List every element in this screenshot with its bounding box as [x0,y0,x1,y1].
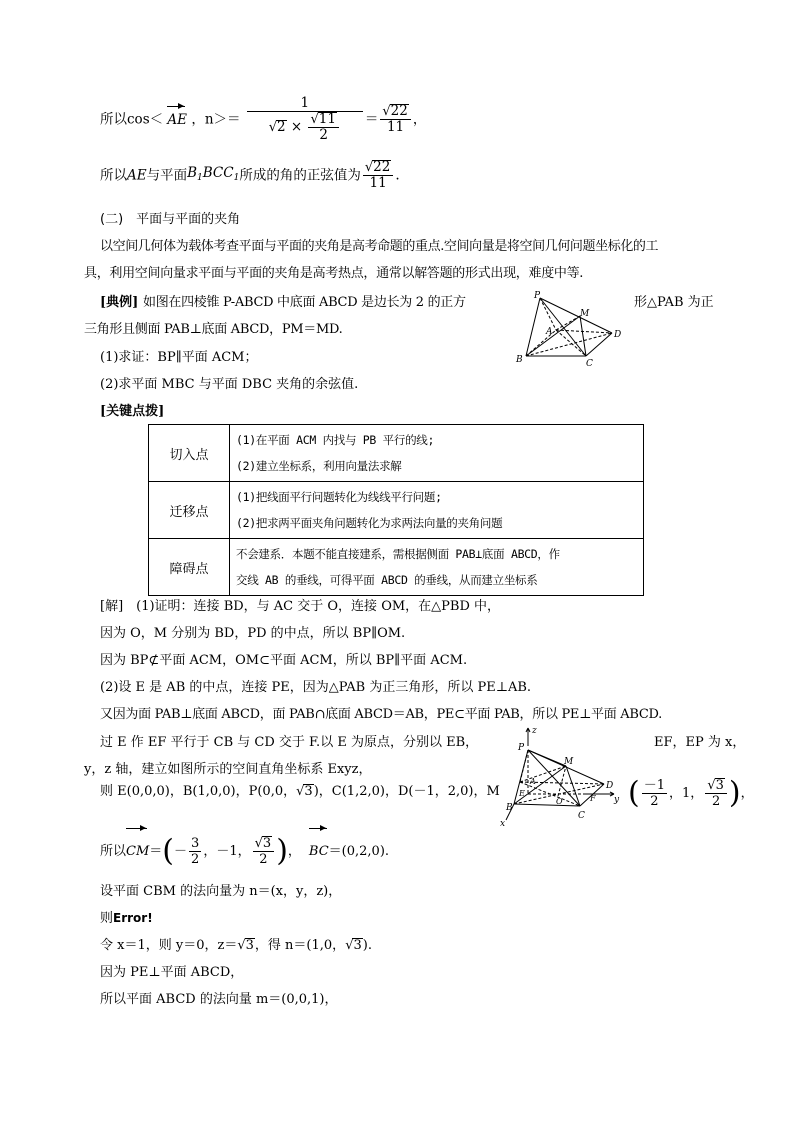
den: 2 [259,852,268,867]
row-head: 障碍点 [149,539,230,596]
text: B [187,165,198,181]
text: BCC [202,165,234,181]
sqrt-3: 3 [245,938,254,953]
inner-den: 2 [319,127,329,143]
vector-bc: BC [309,832,329,872]
text: )，C(1,2,0)，D(－1，2,0)，M [313,784,500,799]
formula-tail: ， [412,111,427,128]
text: ＝(0,2,0). [328,844,390,859]
label-p: P [518,743,525,753]
axis-z-label: z [532,726,537,736]
inner-fraction: $\frac{√11}{2}$ [308,112,338,143]
sine-result-line [100,160,400,191]
row-content [230,425,644,482]
table-row [149,539,644,596]
cosine-fraction [247,96,363,143]
example-line-2: 三角形且侧面 PAB⊥底面 ABCD，PM＝MD. [84,322,343,337]
solution-line-3: 因为 BP⊄平面 ACM，OM⊂平面 ACM，所以 BP∥平面 ACM. [100,653,468,668]
coordinate-figure-2 [500,722,622,828]
formula-prefix: 所以cos＜ [100,111,164,128]
sqrt-3: 3 [715,778,724,793]
line: 不会建系．本题不能直接建系，需根据侧面 PAB⊥底面 ABCD，作 [236,547,560,561]
label-c: C [578,811,585,821]
text: ＝ [149,844,163,859]
text: 则 [100,911,114,926]
num: 1 [656,778,666,793]
table-row [149,482,644,539]
pyramid-figure-1 [510,288,635,368]
label-e: E [519,789,525,798]
row-content [230,482,644,539]
segment-ae: AE [127,167,147,184]
label-c: C [586,359,593,368]
sqrt-11: 11 [318,111,336,127]
vector-cm: CM [126,832,149,872]
text: 则 E(0,0,0)，B(1,0,0)，P(0,0， [100,784,297,799]
solution-line-8: 则 E(0,0,0)，B(1,0,0)，P(0,0，√3)，C(1,2,0)，D(－1，2,0)，M [100,784,500,799]
sqrt-3: 3 [304,784,313,799]
solution-line-2: 因为 O，M 分别为 BD，PD 的中点，所以 BP∥OM. [100,626,406,641]
table-row [149,425,644,482]
line: (1)把线面平行问题转化为线线平行问题; [236,490,442,504]
solution-line-14: 所以平面 ABCD 的法向量 m＝(0,0,1)， [100,992,338,1007]
label-m: M [564,757,574,767]
label-o: O [556,797,563,806]
vector-cm-bc-line: 所以CM＝(－ $\frac{3}{2}$ ，－1， $\frac{√3}{2}$ )， BC＝(0,2,0). [100,832,389,872]
text: ). [362,938,372,953]
text: . [395,167,400,184]
axis-x-label: x [500,819,506,828]
label-b: B [516,355,523,365]
den: 2 [650,794,659,809]
row-content [230,539,644,596]
label-a: A [530,777,536,786]
key-points-title: [关键点拨] [100,404,165,419]
den: 2 [711,794,721,809]
text: 与平面 [146,167,188,184]
solution-line-6-left: 过 E 作 EF 平行于 CB 与 CD 交于 F.以 E 为原点，分别以 EB， [100,735,479,750]
plane-b1bcc1 [187,165,239,181]
point-m-coordinates: ( $\frac{-1}{2}$ ，1， $\frac{√3}{2}$ )， [628,775,754,811]
label-m: M [580,309,590,319]
example-tag: [典例] [100,295,139,310]
text: －1， [216,844,251,859]
subscript: 1 [233,173,240,183]
solution-line-7: y，z 轴，建立如图所示的空间直角坐标系 Exyz， [84,762,372,777]
error-text: Error! [113,911,153,925]
question-2: (2)求平面 MBC 与平面 DBC 夹角的余弦值. [100,377,359,392]
label-b: B [506,803,513,813]
example-line-1-left: 如图在四棱锥 P-ABCD 中底面 ABCD 是边长为 2 的正方 [143,295,466,310]
label-a: A [546,327,553,337]
formula-mid: ，n＞＝ [191,111,241,128]
question-1: (1)求证：BP∥平面 ACM； [100,350,258,365]
subscript: 1 [197,173,203,183]
row-head: 迁移点 [149,482,230,539]
line: (2)把求两平面夹角问题转化为求两法向量的夹角问题 [236,516,503,530]
line: (1)在平面 ACM 内找与 PB 平行的线; [236,433,435,447]
result-fraction: $\frac{√22}{11}$ [380,104,410,135]
text: 所以 [100,844,127,859]
intro-line-2: 具，利用空间向量求平面与平面的夹角是高考热点，通常以解答题的形式出现，难度中等. [84,266,584,281]
intro-line-1: 以空间几何体为载体考查平面与平面的夹角是高考命题的重点.空间向量是将空间几何问题坐标化的工 [100,239,659,254]
sine-fraction: $\frac{√22}{11}$ [363,160,393,191]
text: 所成的角的正弦值为 [239,167,361,184]
sqrt-22: 22 [390,103,408,119]
solution-line-10: 设平面 CBM 的法向量为 n＝(x，y，z)， [100,884,342,899]
section-title: (二) 平面与平面的夹角 [100,212,241,227]
sqrt-2: 2 [276,119,286,135]
text: 令 x＝1，则 y＝0，z＝ [100,938,238,953]
label-d: D [606,781,614,791]
result-den: 11 [386,119,405,135]
den: 11 [369,175,387,191]
solution-line-1: [解] (1)证明：连接 BD，与 AC 交于 O，连接 OM，在△PBD 中， [100,599,501,614]
axis-y-label: y [614,795,620,805]
text: 所以 [100,167,127,184]
den: 2 [191,852,200,867]
vector-ae: AE [167,111,188,128]
line: 交线 AB 的垂线，可得平面 ABCD 的垂线，从而建立坐标系 [236,573,538,587]
example-line-1-right: 形△PAB 为正 [634,295,714,310]
label-f: F [590,794,596,803]
solution-line-12: 令 x＝1，则 y＝0，z＝√3，得 n＝(1,0，√3). [100,938,372,953]
equals-sign: ＝ [364,111,379,128]
line: (2)建立坐标系，利用向量法求解 [236,459,402,473]
num: 3 [191,836,200,851]
sqrt-3: 3 [353,938,362,953]
label-d: D [614,330,622,340]
solution-line-13: 因为 PE⊥平面 ABCD， [100,965,244,980]
solution-line-4: (2)设 E 是 AB 的中点，连接 PE，因为△PAB 为正三角形，所以 PE⊥AB. [100,680,532,695]
key-points-table [148,424,644,596]
cosine-formula [100,96,426,156]
text: 1， [682,786,704,801]
solution-line-11 [100,907,153,926]
row-head: 切入点 [149,425,230,482]
sqrt-3: 3 [262,836,272,851]
solution-line-5: 又因为面 PAB⊥底面 ABCD，面 PAB∩底面 ABCD＝AB，PE⊂平面 PAB，所以 PE⊥平面 ABCD. [100,707,662,722]
sqrt-22: 22 [373,159,391,175]
solution-line-6-right: EF，EP 为 x， [654,735,746,750]
times-sign: × [290,119,303,135]
fraction-numerator: 1 [247,96,363,112]
text: ，得 n＝(1,0， [254,938,346,953]
fraction-denominator: √2 × $\frac{√11}{2}$ [247,112,363,143]
label-p: P [534,291,541,301]
